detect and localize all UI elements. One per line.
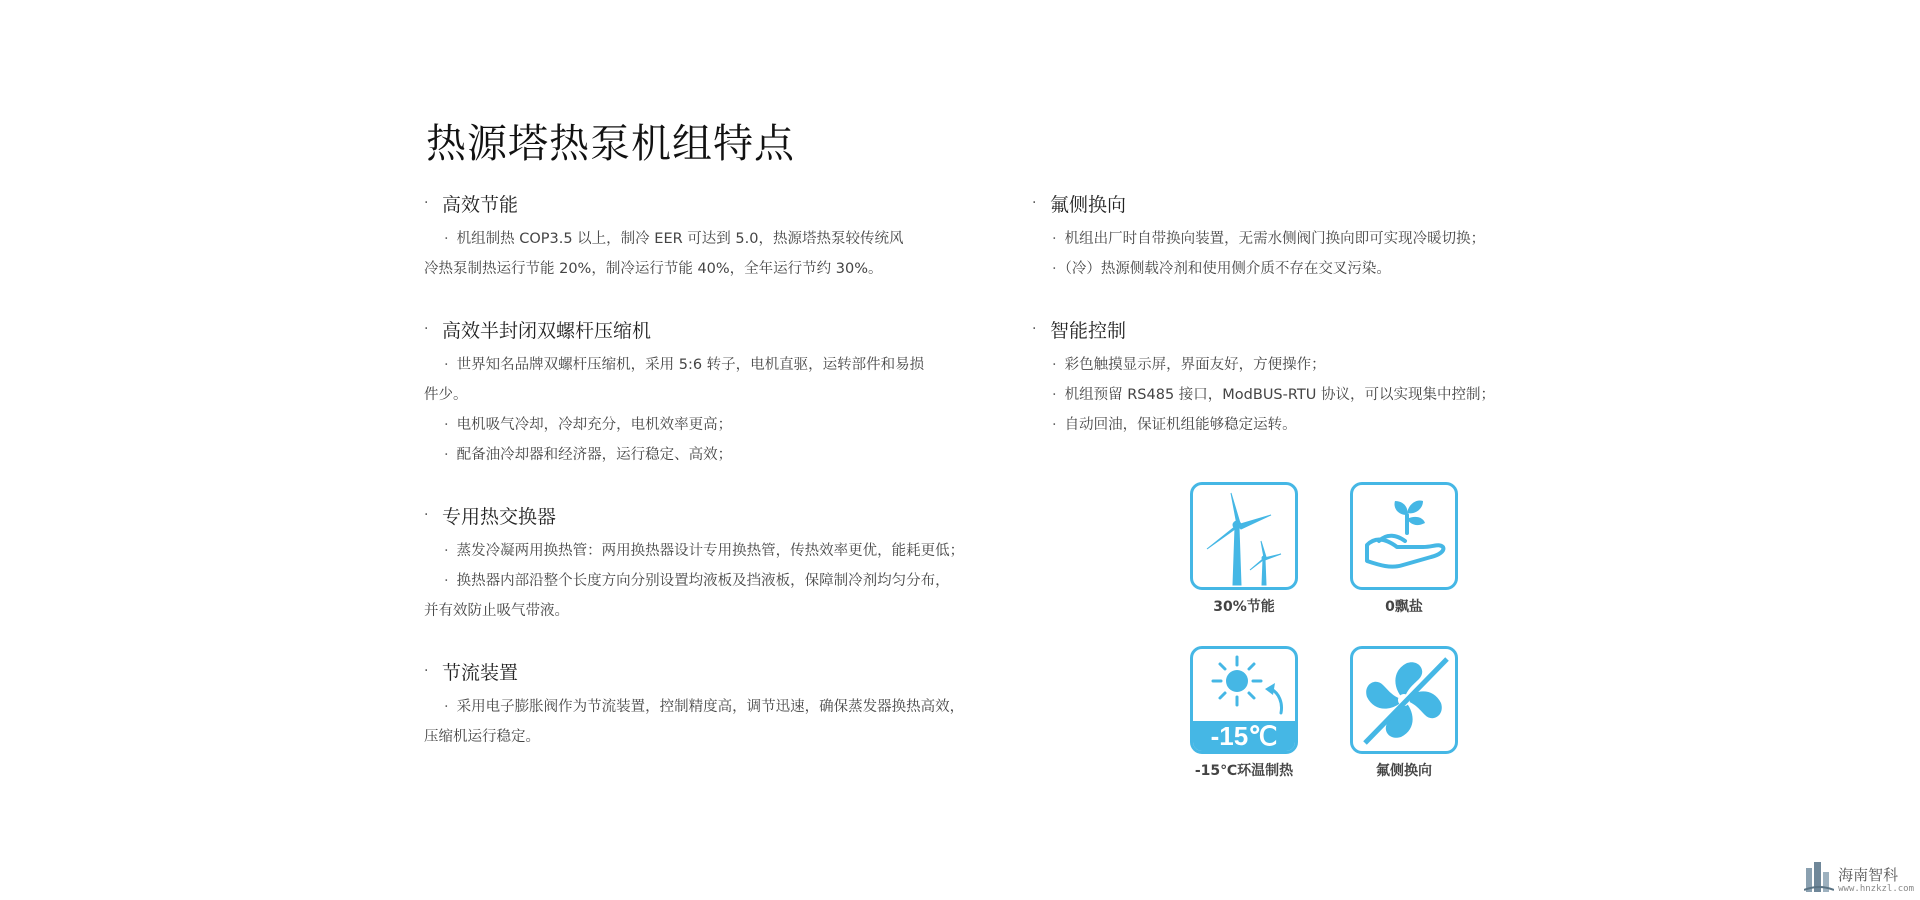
- list-item: · 电机吸气冷却，冷却充分，电机效率更高；: [444, 417, 733, 433]
- feature-card-low-temp: [1164, 646, 1324, 780]
- sun-cold-icon: [1190, 646, 1298, 754]
- feature-label: -15℃环温制热: [1194, 763, 1294, 779]
- section-compressor: [424, 314, 1014, 470]
- section-heading: · 节流装置: [424, 656, 1014, 686]
- feature-card-energy: [1164, 482, 1324, 616]
- list-item: · 机组预留 RS485 接口，ModBUS-RTU 协议，可以实现集中控制；: [1052, 387, 1495, 403]
- bullet: ·: [424, 195, 429, 211]
- section-heading-text: 氟侧换向: [1050, 193, 1127, 216]
- list-item: · 机组制热 COP3.5 以上，制冷 EER 可达到 5.0，热源塔热泵较传统风: [444, 231, 904, 247]
- section-heading-text: 节流装置: [442, 661, 519, 684]
- section-heading: · 高效半封闭双螺杆压缩机: [424, 314, 1014, 344]
- watermark-name: 海南智科: [1838, 866, 1899, 884]
- list-item: · （冷）热源侧载冷剂和使用侧介质不存在交叉污染。: [1052, 261, 1391, 277]
- list-item-continuation: 并有效防止吸气带液。: [424, 603, 569, 619]
- list-item: · 蒸发冷凝两用换热管：两用换热器设计专用换热管，传热效率更优，能耗更低；: [444, 543, 965, 559]
- section-heading: · 氟侧换向: [1032, 188, 1572, 218]
- feature-label: 氟侧换向: [1376, 763, 1432, 779]
- fan-reverse-icon: [1350, 646, 1458, 754]
- page-title: 热源塔热泵机组特点: [426, 121, 795, 167]
- building-logo-icon: [1804, 860, 1834, 894]
- section-heading: [424, 188, 1014, 218]
- watermark: [1804, 860, 1914, 894]
- hand-plant-icon: [1350, 482, 1458, 590]
- watermark-url: www.hnzkzl.com: [1838, 884, 1914, 894]
- section-fluorine-reversal: [1032, 188, 1572, 284]
- list-item: · 换热器内部沿整个长度方向分别设置均液板及挡液板，保障制冷剂均匀分布，: [444, 573, 950, 589]
- list-item: · 彩色触摸显示屏，界面友好，方便操作；: [1052, 357, 1326, 373]
- section-heat-exchanger: [424, 500, 1014, 626]
- list-item: · 机组出厂时自带换向装置，无需水侧阀门换向即可实现冷暖切换；: [1052, 231, 1486, 247]
- feature-icon-grid: [1164, 482, 1444, 782]
- feature-label: 0飘盐: [1385, 599, 1423, 615]
- list-item-continuation: 件少。: [424, 387, 468, 403]
- section-heading-text: 高效半封闭双螺杆压缩机: [442, 319, 652, 342]
- list-item: · 配备油冷却器和经济器，运行稳定、高效；: [444, 447, 733, 463]
- section-heading: · 专用热交换器: [424, 500, 1014, 530]
- list-item: · 采用电子膨胀阀作为节流装置，控制精度高，调节迅速，确保蒸发器换热高效，: [444, 699, 965, 715]
- section-heading-text: 专用热交换器: [442, 505, 557, 528]
- section-heading-text: 智能控制: [1050, 319, 1127, 342]
- temp-badge: -15℃: [1210, 721, 1278, 751]
- list-item: · 世界知名品牌双螺杆压缩机，采用 5:6 转子，电机直驱，运转部件和易损: [444, 357, 925, 373]
- section-throttle: [424, 656, 1014, 752]
- section-efficiency: [424, 188, 1014, 284]
- wind-turbine-icon: [1190, 482, 1298, 590]
- section-heading: · 智能控制: [1032, 314, 1572, 344]
- feature-card-reversal: [1324, 646, 1484, 780]
- list-item-continuation: 压缩机运行稳定。: [424, 729, 540, 745]
- left-column: [424, 188, 1014, 782]
- feature-card-salt: [1324, 482, 1484, 616]
- feature-label: 30%节能: [1213, 599, 1275, 615]
- section-heading-text: 高效节能: [442, 193, 519, 216]
- right-column: [1032, 188, 1572, 470]
- list-item: · 自动回油，保证机组能够稳定运转。: [1052, 417, 1297, 433]
- list-item-continuation: 冷热泵制热运行节能 20%，制冷运行节能 40%，全年运行节约 30%。: [424, 261, 883, 277]
- section-smart-control: [1032, 314, 1572, 440]
